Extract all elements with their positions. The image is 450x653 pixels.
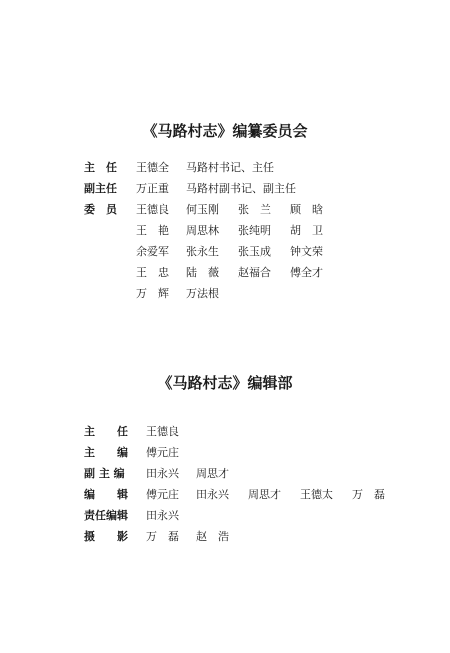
role-label: 主 任 bbox=[84, 161, 117, 174]
member-name: 张纯明 bbox=[238, 224, 271, 237]
member-name: 张玉成 bbox=[238, 245, 271, 258]
member-name: 万 辉 bbox=[136, 287, 169, 300]
editorial-title: 《马路村志》编辑部 bbox=[157, 374, 293, 392]
committee-title: 《马路村志》编纂委员会 bbox=[142, 122, 308, 140]
member-name: 王德良 bbox=[136, 203, 169, 216]
member-name: 张永生 bbox=[186, 245, 219, 258]
staff-name: 王德太 bbox=[300, 488, 333, 501]
member-name: 王德全 bbox=[136, 161, 169, 174]
member-name: 王 艳 bbox=[136, 224, 169, 237]
role-label: 副主任 bbox=[84, 182, 117, 195]
member-name: 顾 晗 bbox=[290, 203, 323, 216]
staff-name: 傅元庄 bbox=[146, 446, 179, 459]
member-name: 赵福合 bbox=[238, 266, 271, 279]
member-name: 万法根 bbox=[186, 287, 219, 300]
staff-name: 周思才 bbox=[248, 488, 281, 501]
member-duty: 马路村副书记、副主任 bbox=[186, 182, 296, 195]
staff-name: 万 磊 bbox=[146, 530, 179, 543]
staff-name: 万 磊 bbox=[352, 488, 385, 501]
member-duty: 马路村书记、主任 bbox=[186, 161, 274, 174]
member-name: 王 忠 bbox=[136, 266, 169, 279]
staff-name: 赵 浩 bbox=[196, 530, 229, 543]
role-label: 委 员 bbox=[84, 203, 117, 216]
member-name: 周思林 bbox=[186, 224, 219, 237]
member-name: 万正重 bbox=[136, 182, 169, 195]
role-label: 编 辑 bbox=[84, 488, 128, 501]
staff-name: 傅元庄 bbox=[146, 488, 179, 501]
staff-name: 田永兴 bbox=[196, 488, 229, 501]
member-name: 张 兰 bbox=[238, 203, 271, 216]
role-label: 摄 影 bbox=[84, 530, 128, 543]
role-label: 主 任 bbox=[84, 425, 128, 438]
member-name: 陆 薇 bbox=[186, 266, 219, 279]
member-name: 何玉刚 bbox=[186, 203, 219, 216]
staff-name: 周思才 bbox=[196, 467, 229, 480]
staff-name: 田永兴 bbox=[146, 467, 179, 480]
member-name: 钟文荣 bbox=[290, 245, 323, 258]
role-label: 主 编 bbox=[84, 446, 128, 459]
member-name: 傅全才 bbox=[290, 266, 323, 279]
role-label: 副 主 编 bbox=[84, 467, 125, 480]
role-label: 责任编辑 bbox=[84, 509, 128, 522]
member-name: 余爱军 bbox=[136, 245, 169, 258]
member-name: 胡 卫 bbox=[290, 224, 323, 237]
staff-name: 田永兴 bbox=[146, 509, 179, 522]
staff-name: 王德良 bbox=[146, 425, 179, 438]
